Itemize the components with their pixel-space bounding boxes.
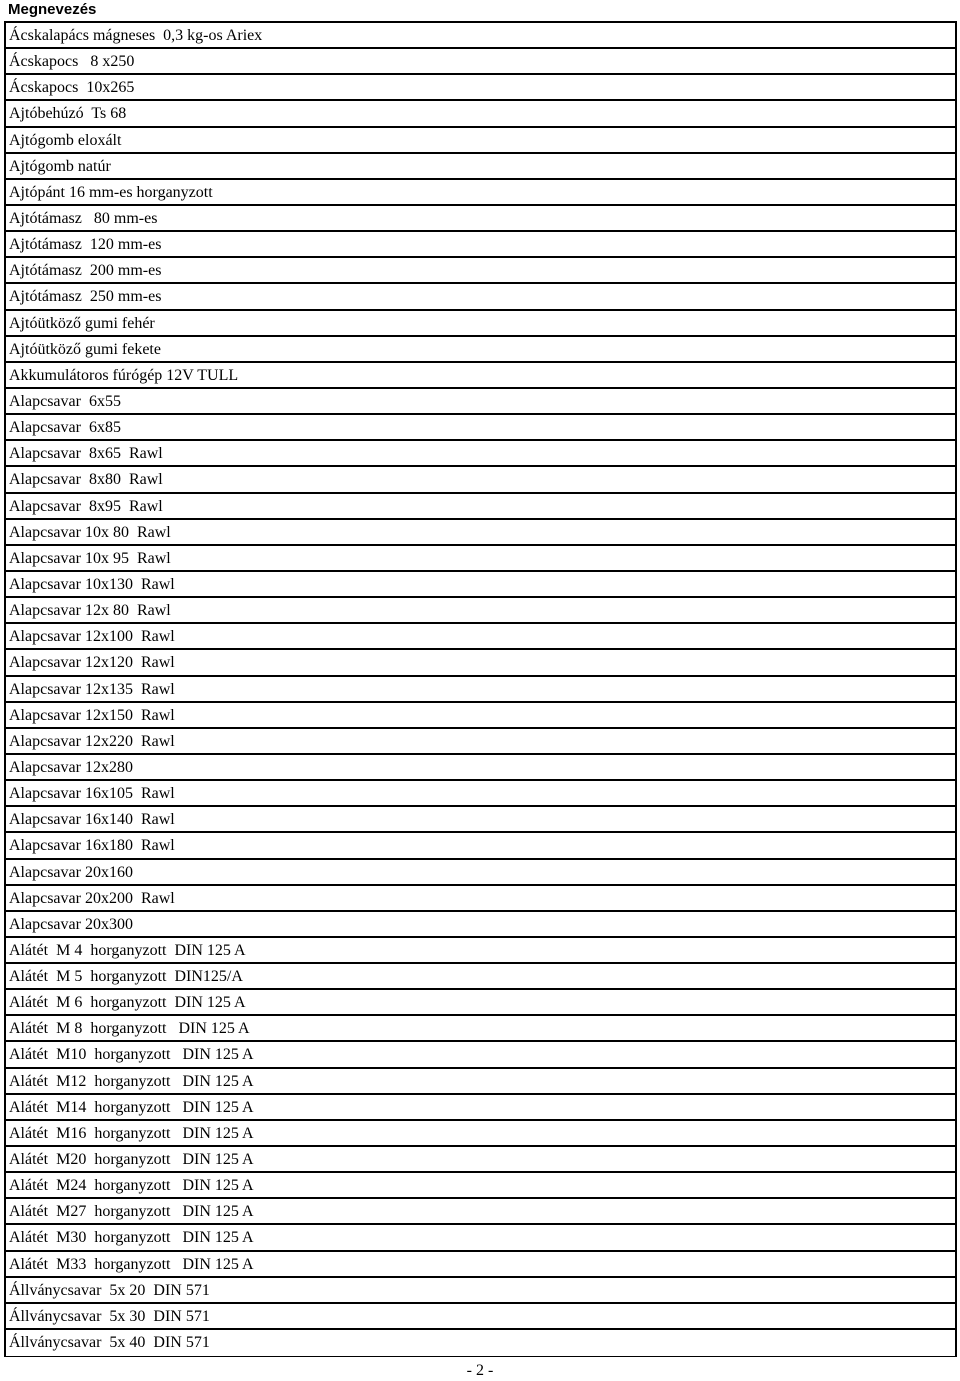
column-header: Megnevezés xyxy=(8,1,97,18)
table-row: Ajtótámasz 250 mm-es xyxy=(6,284,955,310)
table-row: Alapcsavar 8x95 Rawl xyxy=(6,494,955,520)
table-row: Alapcsavar 8x80 Rawl xyxy=(6,467,955,493)
table-row: Ajtópánt 16 mm-es horganyzott xyxy=(6,180,955,206)
table-row: Alátét M24 horganyzott DIN 125 A xyxy=(6,1173,955,1199)
table-row: Alapcsavar 12x135 Rawl xyxy=(6,677,955,703)
table-row: Ajtógomb natúr xyxy=(6,154,955,180)
table-row: Alátét M27 horganyzott DIN 125 A xyxy=(6,1199,955,1225)
table-row: Alapcsavar 12x 80 Rawl xyxy=(6,598,955,624)
table-row: Állványcsavar 5x 40 DIN 571 xyxy=(9,1334,210,1352)
table-row: Alapcsavar 12x120 Rawl xyxy=(6,650,955,676)
table-row: Alapcsavar 16x140 Rawl xyxy=(6,807,955,833)
table-row: Ajtógomb eloxált xyxy=(6,128,955,154)
items-table xyxy=(4,21,957,1357)
table-row: Alátét M33 horganyzott DIN 125 A xyxy=(6,1252,955,1278)
table-row: Alapcsavar 8x65 Rawl xyxy=(6,441,955,467)
table-row: Alapcsavar 20x300 xyxy=(6,912,955,938)
page-number: - 2 - xyxy=(466,1362,494,1379)
table-row: Akkumulátoros fúrógép 12V TULL xyxy=(6,363,955,389)
table-row: Ácskapocs 8 x250 xyxy=(6,49,955,75)
table-row: Ajtóütköző gumi fehér xyxy=(6,311,955,337)
table-row: Alapcsavar 20x200 Rawl xyxy=(6,886,955,912)
table-row: Alátét M 6 horganyzott DIN 125 A xyxy=(6,990,955,1016)
table-row: Ajtóütköző gumi fekete xyxy=(6,337,955,363)
table-row: Állványcsavar 5x 30 DIN 571 xyxy=(6,1304,955,1330)
table-row: Alapcsavar 10x 80 Rawl xyxy=(6,520,955,546)
table-row: Alátét M10 horganyzott DIN 125 A xyxy=(6,1042,955,1068)
table-row: Ácskapocs 10x265 xyxy=(6,75,955,101)
table-row: Alapcsavar 6x55 xyxy=(6,389,955,415)
table-row: Állványcsavar 5x 20 DIN 571 xyxy=(6,1278,955,1304)
table-row: Alátét M12 horganyzott DIN 125 A xyxy=(6,1069,955,1095)
table-row: Alátét M 5 horganyzott DIN125/A xyxy=(6,964,955,990)
table-row: Alapcsavar 10x130 Rawl xyxy=(6,572,955,598)
table-row: Ácskalapács mágneses 0,3 kg-os Ariex xyxy=(6,23,955,49)
table-row: Alapcsavar 6x85 xyxy=(6,415,955,441)
table-row: Alapcsavar 10x 95 Rawl xyxy=(6,546,955,572)
table-row: Alapcsavar 16x180 Rawl xyxy=(6,833,955,859)
table-row: Alátét M20 horganyzott DIN 125 A xyxy=(6,1147,955,1173)
table-row: Alátét M14 horganyzott DIN 125 A xyxy=(6,1095,955,1121)
table-row: Alapcsavar 12x150 Rawl xyxy=(6,703,955,729)
table-row: Alátét M30 horganyzott DIN 125 A xyxy=(6,1225,955,1251)
table-row: Alátét M 8 horganyzott DIN 125 A xyxy=(6,1016,955,1042)
table-row: Ajtótámasz 200 mm-es xyxy=(6,258,955,284)
table-row: Alapcsavar 12x280 xyxy=(6,755,955,781)
table-row: Ajtóbehúzó Ts 68 xyxy=(6,101,955,127)
table-row: Ajtótámasz 120 mm-es xyxy=(6,232,955,258)
table-row: Alapcsavar 16x105 Rawl xyxy=(6,781,955,807)
table-row: Ajtótámasz 80 mm-es xyxy=(6,206,955,232)
table-row: Alátét M 4 horganyzott DIN 125 A xyxy=(6,938,955,964)
table-row: Alátét M16 horganyzott DIN 125 A xyxy=(6,1121,955,1147)
table-row: Alapcsavar 12x220 Rawl xyxy=(6,729,955,755)
table-row: Alapcsavar 12x100 Rawl xyxy=(6,624,955,650)
table-row: Alapcsavar 20x160 xyxy=(6,860,955,886)
